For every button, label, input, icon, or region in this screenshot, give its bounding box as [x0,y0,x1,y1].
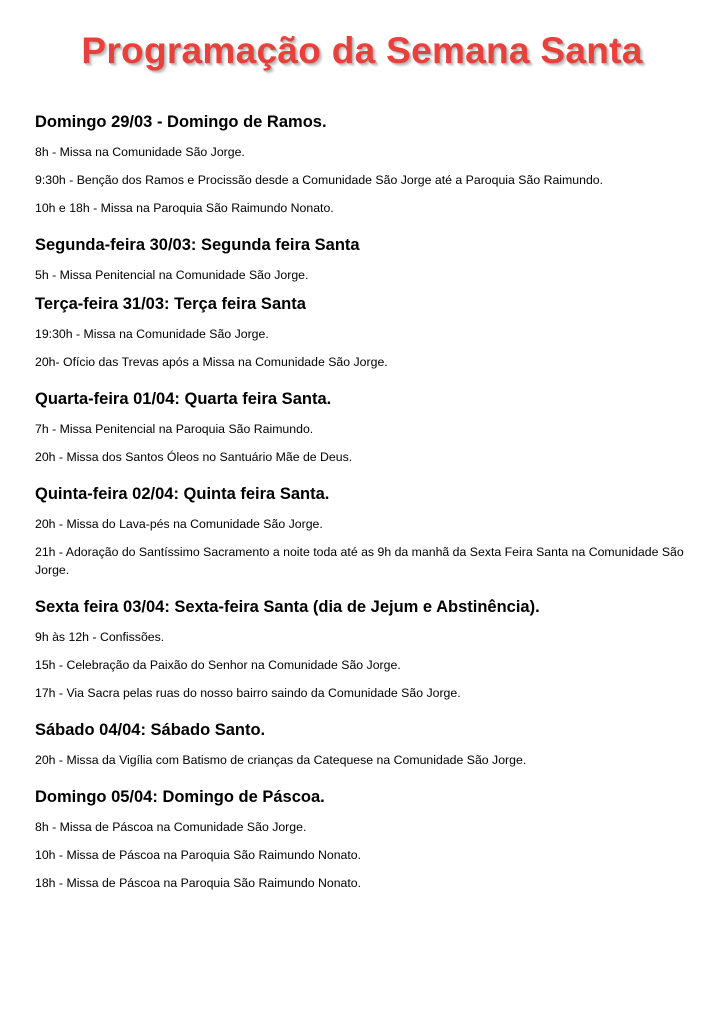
day-section-quarta [35,389,695,466]
day-heading: Segunda-feira 30/03: Segunda feira Santa [35,236,360,254]
event-item: 20h - Missa dos Santos Óleos no Santuário Mãe de Deus. [35,450,353,464]
event-item: 5h - Missa Penitencial na Comunidade São Jorge. [35,268,309,282]
event-item: 9:30h - Benção dos Ramos e Procissão desde a Comunidade São Jorge até a Paroquia São Raimundo. [35,173,604,187]
day-heading: Domingo 29/03 - Domingo de Ramos. [35,113,327,131]
event-item: 21h - Adoração do Santíssimo Sacramento a noite toda até as 9h da manhã da Sexta Feira Santa na Comunidade São Jorge. [35,545,684,577]
event-item: 15h - Celebração da Paixão do Senhor na Comunidade São Jorge. [35,658,401,672]
day-heading: Domingo 05/04: Domingo de Páscoa. [35,788,325,806]
event-item: 8h - Missa de Páscoa na Comunidade São Jorge. [35,820,307,834]
day-section-terca [35,294,695,371]
event-item: 9h às 12h - Confissões. [35,630,165,644]
event-item: 20h - Missa da Vigília com Batismo de crianças da Catequese na Comunidade São Jorge. [35,753,527,767]
schedule [35,112,695,902]
event-item: 10h e 18h - Missa na Paroquia São Raimundo Nonato. [35,201,334,215]
event-item: 20h- Ofício das Trevas após a Missa na Comunidade São Jorge. [35,355,388,369]
event-item: 8h - Missa na Comunidade São Jorge. [35,145,245,159]
day-section-domingo-pascoa [35,787,695,892]
event-item: 17h - Via Sacra pelas ruas do nosso bairro saindo da Comunidade São Jorge. [35,686,461,700]
day-heading: Sábado 04/04: Sábado Santo. [35,721,266,739]
day-section-sexta [35,597,695,702]
event-item: 7h - Missa Penitencial na Paroquia São Raimundo. [35,422,314,436]
day-heading: Terça-feira 31/03: Terça feira Santa [35,295,306,313]
event-item: 10h - Missa de Páscoa na Paroquia São Raimundo Nonato. [35,848,362,862]
day-heading: Quinta-feira 02/04: Quinta feira Santa. [35,485,330,503]
event-item: 18h - Missa de Páscoa na Paroquia São Raimundo Nonato. [35,876,362,890]
day-heading: Sexta feira 03/04: Sexta-feira Santa (dia de Jejum e Abstinência). [35,598,540,616]
event-item: 19:30h - Missa na Comunidade São Jorge. [35,327,269,341]
page-title: Programação da Semana Santa [81,30,643,71]
day-section-quinta [35,484,695,579]
day-heading: Quarta-feira 01/04: Quarta feira Santa. [35,390,332,408]
event-item: 20h - Missa do Lava-pés na Comunidade São Jorge. [35,517,323,531]
day-section-sabado [35,720,695,769]
day-section-segunda [35,235,695,284]
day-section-domingo-ramos [35,112,695,217]
